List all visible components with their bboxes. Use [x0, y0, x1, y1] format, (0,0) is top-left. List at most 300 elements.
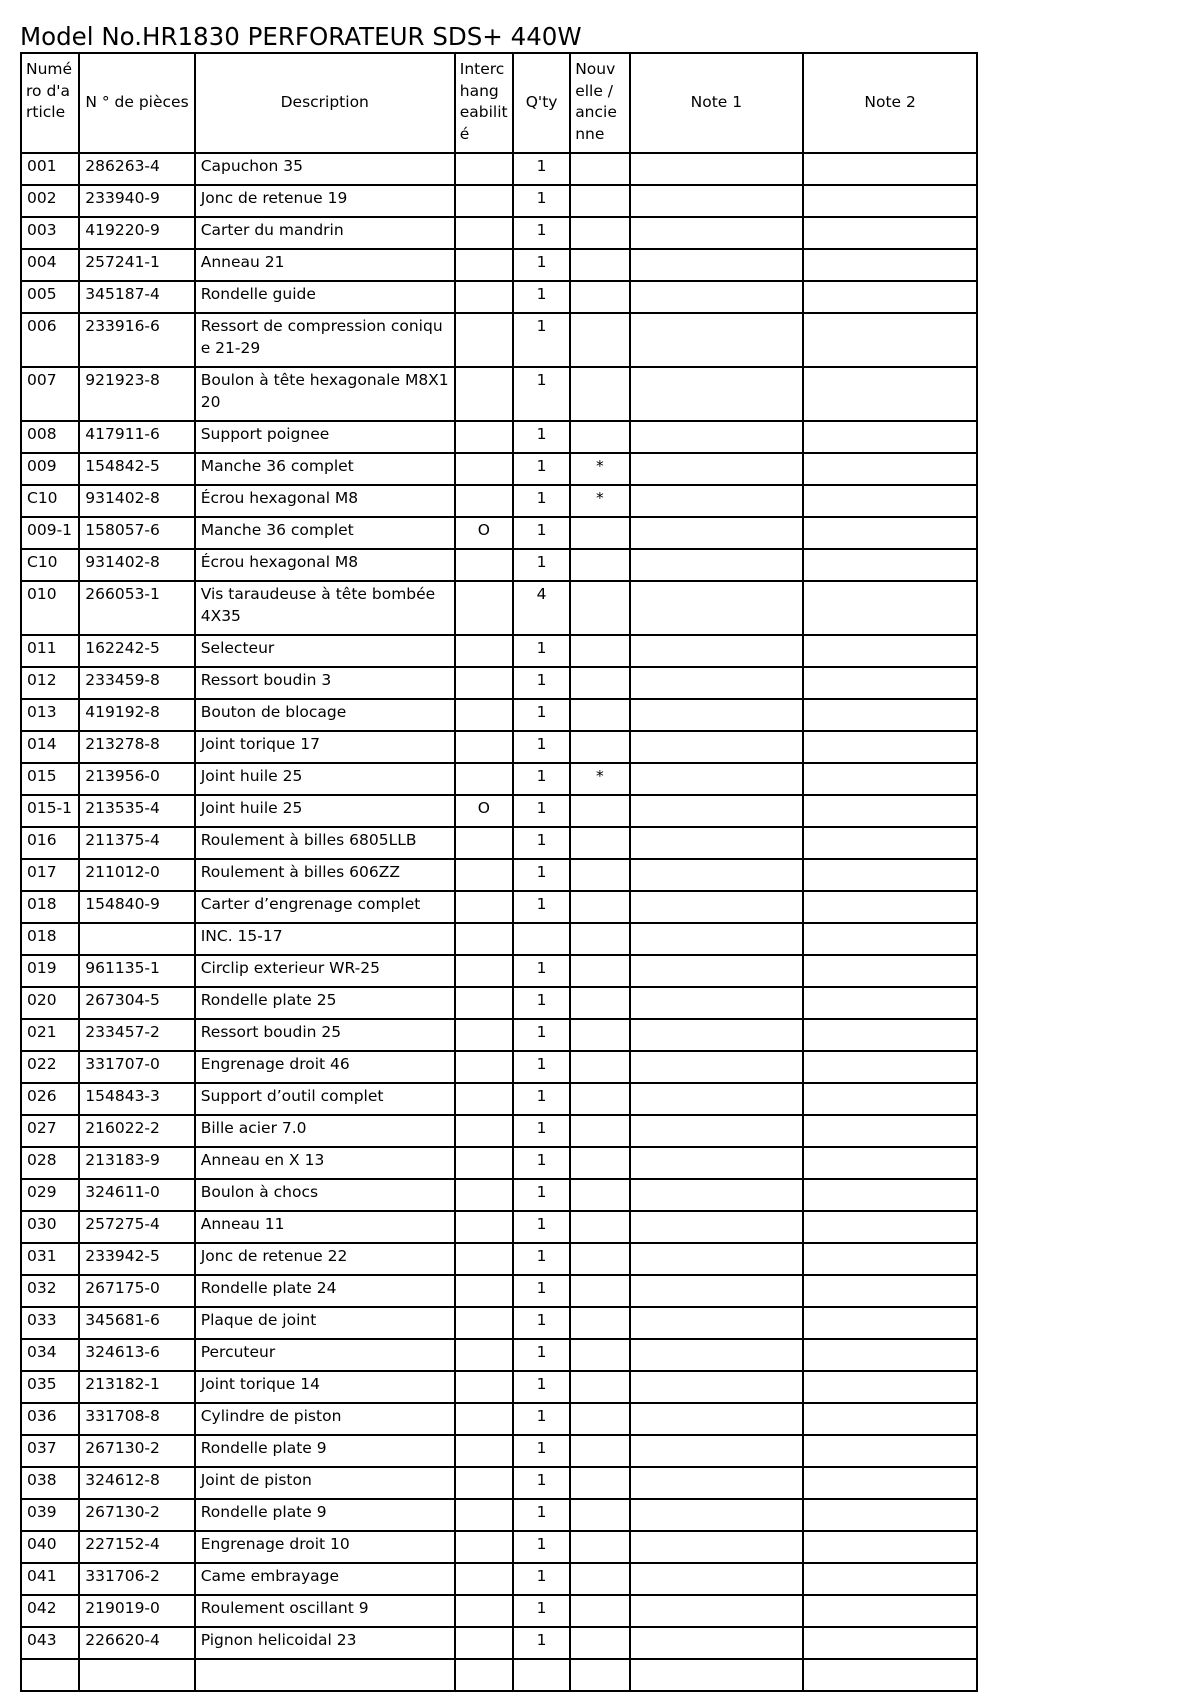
table-row: [21, 667, 977, 699]
new-old-cell: [570, 1051, 629, 1083]
description-cell: Roulement oscillant 9: [195, 1595, 455, 1627]
qty-cell: 1: [513, 635, 570, 667]
table-row: [21, 1371, 977, 1403]
note-2-cell: [803, 1179, 977, 1211]
item-no-cell: 030: [21, 1211, 79, 1243]
note-1-cell: [630, 367, 804, 421]
new-old-cell: [570, 153, 629, 185]
table-row: [21, 1147, 977, 1179]
description-cell: Jonc de retenue 19: [195, 185, 455, 217]
description-cell: Rondelle guide: [195, 281, 455, 313]
item-no-cell: 021: [21, 1019, 79, 1051]
new-old-cell: [570, 923, 629, 955]
item-no-cell: C10: [21, 549, 79, 581]
interchangeability-cell: [455, 1435, 513, 1467]
interchangeability-cell: [455, 731, 513, 763]
description-cell: Carter du mandrin: [195, 217, 455, 249]
part-no-cell: 233940-9: [79, 185, 194, 217]
table-row: [21, 453, 977, 485]
note-1-cell: [630, 1147, 804, 1179]
note-1-cell: [630, 827, 804, 859]
description-cell: Cylindre de piston: [195, 1403, 455, 1435]
note-2-cell: [803, 635, 977, 667]
note-2-cell: [803, 1403, 977, 1435]
item-no-cell: 019: [21, 955, 79, 987]
description-cell: Support d’outil complet: [195, 1083, 455, 1115]
note-2-cell: [803, 1275, 977, 1307]
part-no-cell: 211375-4: [79, 827, 194, 859]
item-no-cell: 032: [21, 1275, 79, 1307]
item-no-cell: 009-1: [21, 517, 79, 549]
table-row: [21, 485, 977, 517]
item-no-cell: 009: [21, 453, 79, 485]
description-cell: Manche 36 complet: [195, 453, 455, 485]
qty-cell: 1: [513, 1467, 570, 1499]
interchangeability-cell: [455, 987, 513, 1019]
item-no-cell: 027: [21, 1115, 79, 1147]
note-2-cell: [803, 1147, 977, 1179]
description-cell: Bille acier 7.0: [195, 1115, 455, 1147]
item-no-cell: 015: [21, 763, 79, 795]
qty-cell: 1: [513, 1371, 570, 1403]
description-cell: Manche 36 complet: [195, 517, 455, 549]
description-cell: Percuteur: [195, 1339, 455, 1371]
note-2-cell: [803, 581, 977, 635]
note-1-cell: [630, 891, 804, 923]
interchangeability-cell: [455, 1659, 513, 1691]
part-no-cell: 417911-6: [79, 421, 194, 453]
qty-cell: 1: [513, 827, 570, 859]
item-no-cell: 008: [21, 421, 79, 453]
part-no-cell: 213535-4: [79, 795, 194, 827]
item-no-cell: C10: [21, 485, 79, 517]
note-1-cell: [630, 581, 804, 635]
interchangeability-cell: [455, 313, 513, 367]
note-2-cell: [803, 859, 977, 891]
note-1-cell: [630, 731, 804, 763]
table-row: [21, 1627, 977, 1659]
interchangeability-cell: [455, 667, 513, 699]
interchangeability-cell: [455, 485, 513, 517]
note-2-cell: [803, 1467, 977, 1499]
part-no-cell: [79, 923, 194, 955]
interchangeability-cell: [455, 635, 513, 667]
description-cell: Selecteur: [195, 635, 455, 667]
interchangeability-cell: [455, 1051, 513, 1083]
note-1-cell: [630, 1115, 804, 1147]
part-no-cell: 419192-8: [79, 699, 194, 731]
part-no-cell: 331708-8: [79, 1403, 194, 1435]
note-2-cell: [803, 699, 977, 731]
table-row: [21, 217, 977, 249]
item-no-cell: 007: [21, 367, 79, 421]
interchangeability-cell: [455, 1371, 513, 1403]
note-1-cell: [630, 1467, 804, 1499]
note-1-cell: [630, 1179, 804, 1211]
item-no-cell: 034: [21, 1339, 79, 1371]
table-row: [21, 891, 977, 923]
description-cell: Bouton de blocage: [195, 699, 455, 731]
header-row: [21, 53, 977, 153]
interchangeability-cell: [455, 367, 513, 421]
note-1-cell: [630, 1275, 804, 1307]
note-2-cell: [803, 185, 977, 217]
part-no-cell: 257241-1: [79, 249, 194, 281]
description-cell: Jonc de retenue 22: [195, 1243, 455, 1275]
interchangeability-cell: [455, 1563, 513, 1595]
table-row: [21, 281, 977, 313]
table-row: [21, 1563, 977, 1595]
item-no-cell: 040: [21, 1531, 79, 1563]
item-no-cell: 043: [21, 1627, 79, 1659]
part-no-cell: 345187-4: [79, 281, 194, 313]
interchangeability-cell: O: [455, 795, 513, 827]
interchangeability-cell: [455, 1339, 513, 1371]
note-1-cell: [630, 249, 804, 281]
note-2-cell: [803, 923, 977, 955]
table-row: [21, 1179, 977, 1211]
note-2-cell: [803, 1563, 977, 1595]
note-1-cell: [630, 763, 804, 795]
qty-cell: 1: [513, 1019, 570, 1051]
note-1-cell: [630, 1243, 804, 1275]
note-2-cell: [803, 891, 977, 923]
note-2-cell: [803, 517, 977, 549]
qty-cell: 4: [513, 581, 570, 635]
parts-table-body: [21, 153, 977, 1691]
new-old-cell: [570, 1435, 629, 1467]
table-row: [21, 581, 977, 635]
qty-cell: 1: [513, 453, 570, 485]
item-no-cell: 013: [21, 699, 79, 731]
note-1-cell: [630, 859, 804, 891]
interchangeability-cell: [455, 1307, 513, 1339]
table-row: [21, 1307, 977, 1339]
note-1-cell: [630, 281, 804, 313]
table-row: [21, 731, 977, 763]
table-row: [21, 185, 977, 217]
interchangeability-cell: [455, 1115, 513, 1147]
item-no-cell: 005: [21, 281, 79, 313]
description-cell: Came embrayage: [195, 1563, 455, 1595]
note-1-cell: [630, 517, 804, 549]
description-cell: Joint torique 14: [195, 1371, 455, 1403]
description-cell: Pignon helicoidal 23: [195, 1627, 455, 1659]
new-old-cell: [570, 731, 629, 763]
qty-cell: 1: [513, 1051, 570, 1083]
item-no-cell: 038: [21, 1467, 79, 1499]
new-old-cell: [570, 667, 629, 699]
note-2-cell: [803, 453, 977, 485]
qty-cell: 1: [513, 859, 570, 891]
interchangeability-cell: [455, 249, 513, 281]
new-old-cell: [570, 549, 629, 581]
part-no-cell: 267130-2: [79, 1435, 194, 1467]
description-cell: Joint de piston: [195, 1467, 455, 1499]
part-no-cell: 219019-0: [79, 1595, 194, 1627]
header-part-no: N ° de pièces: [79, 53, 194, 153]
table-row: [21, 763, 977, 795]
note-1-cell: [630, 1371, 804, 1403]
note-2-cell: [803, 1083, 977, 1115]
table-row: [21, 923, 977, 955]
interchangeability-cell: [455, 185, 513, 217]
item-no-cell: 004: [21, 249, 79, 281]
table-row: [21, 1115, 977, 1147]
new-old-cell: [570, 699, 629, 731]
new-old-cell: [570, 313, 629, 367]
description-cell: Rondelle plate 24: [195, 1275, 455, 1307]
note-1-cell: [630, 1051, 804, 1083]
new-old-cell: [570, 1339, 629, 1371]
note-2-cell: [803, 1115, 977, 1147]
new-old-cell: [570, 1659, 629, 1691]
part-no-cell: 324611-0: [79, 1179, 194, 1211]
note-1-cell: [630, 313, 804, 367]
note-1-cell: [630, 421, 804, 453]
qty-cell: 1: [513, 987, 570, 1019]
description-cell: Ressort de compression conique 21-29: [195, 313, 455, 367]
new-old-cell: [570, 1627, 629, 1659]
note-1-cell: [630, 1435, 804, 1467]
part-no-cell: 961135-1: [79, 955, 194, 987]
item-no-cell: 006: [21, 313, 79, 367]
part-no-cell: 233916-6: [79, 313, 194, 367]
qty-cell: 1: [513, 667, 570, 699]
interchangeability-cell: [455, 1275, 513, 1307]
new-old-cell: [570, 1531, 629, 1563]
new-old-cell: [570, 827, 629, 859]
note-1-cell: [630, 1627, 804, 1659]
item-no-cell: 014: [21, 731, 79, 763]
item-no-cell: 026: [21, 1083, 79, 1115]
new-old-cell: [570, 1563, 629, 1595]
note-2-cell: [803, 731, 977, 763]
interchangeability-cell: [455, 859, 513, 891]
table-row: [21, 1083, 977, 1115]
interchangeability-cell: [455, 1179, 513, 1211]
interchangeability-cell: [455, 581, 513, 635]
note-2-cell: [803, 827, 977, 859]
qty-cell: [513, 923, 570, 955]
note-1-cell: [630, 1019, 804, 1051]
new-old-cell: [570, 1275, 629, 1307]
qty-cell: 1: [513, 1275, 570, 1307]
new-old-cell: [570, 1403, 629, 1435]
item-no-cell: 042: [21, 1595, 79, 1627]
item-no-cell: 002: [21, 185, 79, 217]
note-2-cell: [803, 1659, 977, 1691]
qty-cell: [513, 1659, 570, 1691]
qty-cell: 1: [513, 1531, 570, 1563]
part-no-cell: 154842-5: [79, 453, 194, 485]
part-no-cell: 211012-0: [79, 859, 194, 891]
note-2-cell: [803, 249, 977, 281]
note-2-cell: [803, 281, 977, 313]
header-description: Description: [195, 53, 455, 153]
table-row: [21, 549, 977, 581]
header-interchangeability: Interchangeabilité: [455, 53, 513, 153]
table-row: [21, 313, 977, 367]
note-2-cell: [803, 1243, 977, 1275]
new-old-cell: [570, 249, 629, 281]
qty-cell: 1: [513, 1403, 570, 1435]
qty-cell: 1: [513, 313, 570, 367]
note-2-cell: [803, 217, 977, 249]
new-old-cell: [570, 581, 629, 635]
header-note-2: Note 2: [803, 53, 977, 153]
table-row: [21, 859, 977, 891]
part-no-cell: 233942-5: [79, 1243, 194, 1275]
qty-cell: 1: [513, 485, 570, 517]
part-no-cell: 931402-8: [79, 549, 194, 581]
table-row: [21, 1467, 977, 1499]
qty-cell: 1: [513, 1147, 570, 1179]
new-old-cell: [570, 1019, 629, 1051]
new-old-cell: [570, 1115, 629, 1147]
part-no-cell: 267304-5: [79, 987, 194, 1019]
part-no-cell: 213956-0: [79, 763, 194, 795]
description-cell: Plaque de joint: [195, 1307, 455, 1339]
qty-cell: 1: [513, 1435, 570, 1467]
table-row: [21, 1019, 977, 1051]
part-no-cell: 162242-5: [79, 635, 194, 667]
qty-cell: 1: [513, 281, 570, 313]
interchangeability-cell: [455, 1595, 513, 1627]
note-1-cell: [630, 485, 804, 517]
interchangeability-cell: [455, 699, 513, 731]
description-cell: [195, 1659, 455, 1691]
part-no-cell: 331706-2: [79, 1563, 194, 1595]
description-cell: Boulon à chocs: [195, 1179, 455, 1211]
part-no-cell: 931402-8: [79, 485, 194, 517]
qty-cell: 1: [513, 955, 570, 987]
table-row: [21, 1531, 977, 1563]
interchangeability-cell: [455, 1499, 513, 1531]
note-2-cell: [803, 1371, 977, 1403]
qty-cell: 1: [513, 1115, 570, 1147]
header-note-1: Note 1: [630, 53, 804, 153]
part-no-cell: 233457-2: [79, 1019, 194, 1051]
note-1-cell: [630, 1499, 804, 1531]
item-no-cell: 017: [21, 859, 79, 891]
interchangeability-cell: [455, 1627, 513, 1659]
part-no-cell: 216022-2: [79, 1115, 194, 1147]
qty-cell: 1: [513, 153, 570, 185]
new-old-cell: [570, 217, 629, 249]
interchangeability-cell: [455, 281, 513, 313]
part-no-cell: 213183-9: [79, 1147, 194, 1179]
note-2-cell: [803, 1211, 977, 1243]
note-2-cell: [803, 1019, 977, 1051]
new-old-cell: [570, 1147, 629, 1179]
new-old-cell: [570, 1595, 629, 1627]
header-qty: Q'ty: [513, 53, 570, 153]
table-row: [21, 1659, 977, 1691]
note-1-cell: [630, 699, 804, 731]
description-cell: Capuchon 35: [195, 153, 455, 185]
interchangeability-cell: [455, 153, 513, 185]
item-no-cell: 035: [21, 1371, 79, 1403]
new-old-cell: *: [570, 485, 629, 517]
interchangeability-cell: [455, 1019, 513, 1051]
description-cell: Ressort boudin 25: [195, 1019, 455, 1051]
qty-cell: 1: [513, 1339, 570, 1371]
note-2-cell: [803, 763, 977, 795]
new-old-cell: [570, 1467, 629, 1499]
note-1-cell: [630, 987, 804, 1019]
part-no-cell: 267175-0: [79, 1275, 194, 1307]
note-1-cell: [630, 1211, 804, 1243]
table-row: [21, 955, 977, 987]
note-1-cell: [630, 635, 804, 667]
header-new-old: Nouvelle / ancienne: [570, 53, 629, 153]
table-row: [21, 987, 977, 1019]
item-no-cell: 028: [21, 1147, 79, 1179]
description-cell: Vis taraudeuse à tête bombée 4X35: [195, 581, 455, 635]
interchangeability-cell: [455, 827, 513, 859]
qty-cell: 1: [513, 699, 570, 731]
part-no-cell: 419220-9: [79, 217, 194, 249]
part-no-cell: 213182-1: [79, 1371, 194, 1403]
interchangeability-cell: [455, 763, 513, 795]
note-1-cell: [630, 1563, 804, 1595]
part-no-cell: 267130-2: [79, 1499, 194, 1531]
item-no-cell: 011: [21, 635, 79, 667]
description-cell: Anneau 11: [195, 1211, 455, 1243]
qty-cell: 1: [513, 1243, 570, 1275]
qty-cell: 1: [513, 367, 570, 421]
note-1-cell: [630, 1659, 804, 1691]
part-no-cell: 226620-4: [79, 1627, 194, 1659]
description-cell: Joint huile 25: [195, 795, 455, 827]
part-no-cell: 921923-8: [79, 367, 194, 421]
note-1-cell: [630, 923, 804, 955]
new-old-cell: [570, 1243, 629, 1275]
description-cell: Carter d’engrenage complet: [195, 891, 455, 923]
description-cell: Ressort boudin 3: [195, 667, 455, 699]
description-cell: Rondelle plate 25: [195, 987, 455, 1019]
table-row: [21, 1211, 977, 1243]
description-cell: Boulon à tête hexagonale M8X120: [195, 367, 455, 421]
table-row: [21, 635, 977, 667]
description-cell: Roulement à billes 606ZZ: [195, 859, 455, 891]
part-no-cell: 227152-4: [79, 1531, 194, 1563]
qty-cell: 1: [513, 185, 570, 217]
description-cell: Rondelle plate 9: [195, 1435, 455, 1467]
new-old-cell: [570, 891, 629, 923]
new-old-cell: [570, 1211, 629, 1243]
part-no-cell: 331707-0: [79, 1051, 194, 1083]
qty-cell: 1: [513, 1083, 570, 1115]
qty-cell: 1: [513, 1627, 570, 1659]
part-no-cell: 158057-6: [79, 517, 194, 549]
table-row: [21, 153, 977, 185]
note-1-cell: [630, 217, 804, 249]
item-no-cell: 015-1: [21, 795, 79, 827]
item-no-cell: 001: [21, 153, 79, 185]
interchangeability-cell: [455, 923, 513, 955]
new-old-cell: [570, 1083, 629, 1115]
description-cell: Roulement à billes 6805LLB: [195, 827, 455, 859]
note-1-cell: [630, 1531, 804, 1563]
part-no-cell: [79, 1659, 194, 1691]
description-cell: Écrou hexagonal M8: [195, 485, 455, 517]
qty-cell: 1: [513, 517, 570, 549]
new-old-cell: [570, 1179, 629, 1211]
qty-cell: 1: [513, 1499, 570, 1531]
note-2-cell: [803, 485, 977, 517]
